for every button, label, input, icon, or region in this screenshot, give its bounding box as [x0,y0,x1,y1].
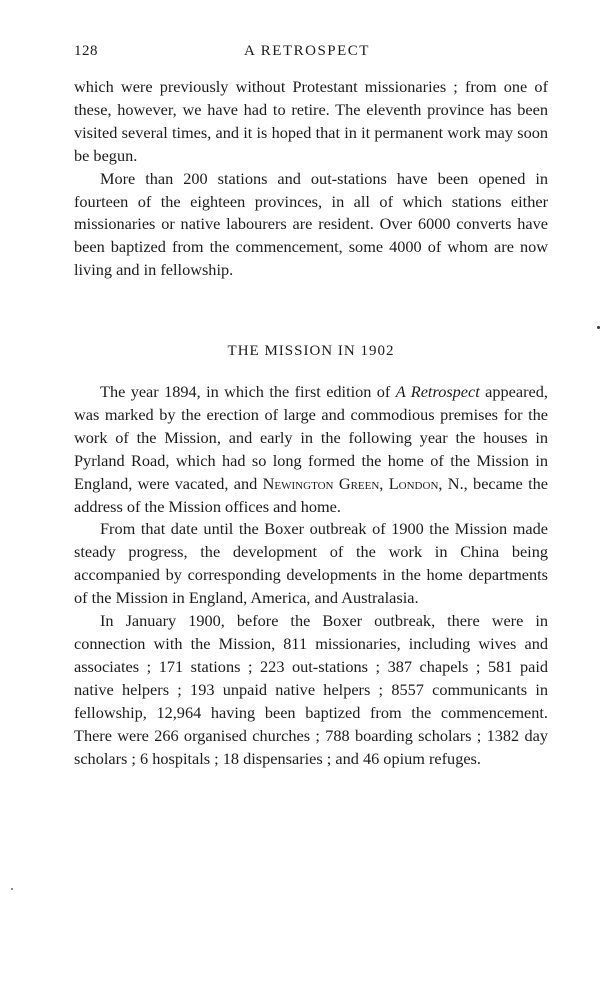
paragraph-continued: which were previously without Protestant missionaries ; from one of these, however, we have had to retire. The eleventh province has been visited several times, and it is hoped that in it permanent work may soon be begun. [74,77,548,165]
margin-mark [597,326,600,329]
paragraph-stations: More than 200 stations and out-stations have been opened in fourteen of the eighteen provinces, in all of which stations either missionaries or native labourers are resident. Over 6000 converts have been baptized from the commencement, some 4000 of whom are now living and in fellowship. [74,168,548,280]
page-number: 128 [74,43,98,59]
address-small-caps: Newington Green, London, N. [262,473,464,493]
text-run: , became the address of the Mission offices and home. [74,473,549,516]
margin-mark [11,888,13,890]
running-head: A RETROSPECT [244,43,370,59]
paragraph-statistics: In January 1900, before the Boxer outbreak, there were in connection with the Mission, 811 missionaries, including wives and associates ; 171 stations ; 223 out-stations ; 387 chapels ; 581 paid native helpers ; 193 unpaid native helpers ; 8557 communicants in fellowship, 12,964 having been baptized from the commencement. There were 266 organised churches ; 788 boarding scholars ; 1382 day scholars ; 6 hospitals ; 18 dispensaries ; and 46 opium refuges. [74,611,548,768]
text-run: The year 1894, in which the first edition of [100,382,396,401]
text-block-mission-1902 [74,381,548,770]
book-title: A Retrospect [395,382,480,401]
text-block-top [74,76,548,282]
paragraph-boxer-outbreak: From that date until the Boxer outbreak of 1900 the Mission made steady progress, the development of the work in China being accompanied by corresponding developments in the home departments of the Mission in England, America, and Australasia. [74,519,548,608]
paragraph-1894 [74,381,548,518]
text-run: appeared, was marked by the erection of large and commodious premises for the work of the Mission, and early in the following year the houses in Pyrland Road, which had so long formed the home of the Mission in England, were vacated, and [74,382,548,493]
section-heading: THE MISSION IN 1902 [227,343,395,359]
